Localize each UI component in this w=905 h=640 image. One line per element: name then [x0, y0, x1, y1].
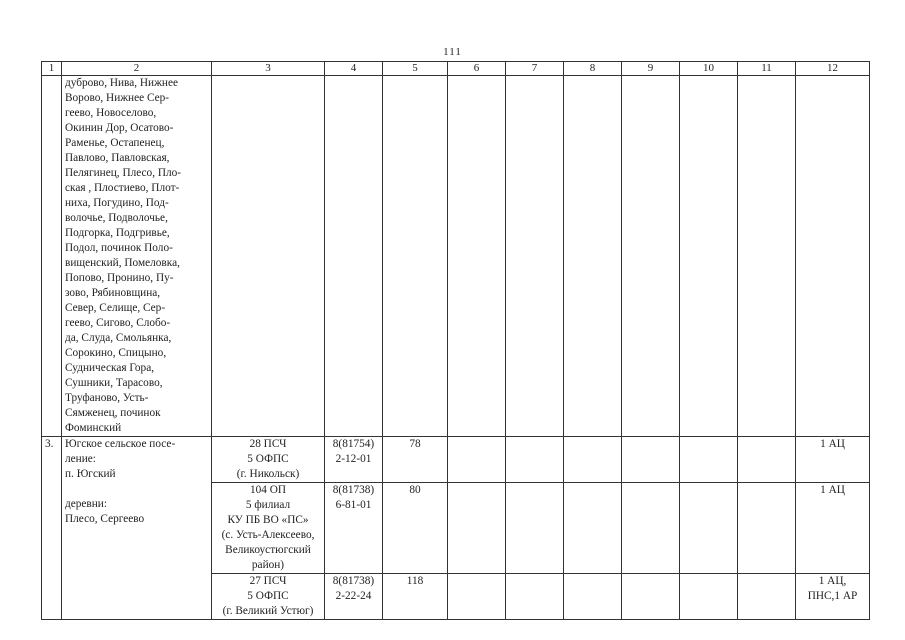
cell: [325, 76, 383, 437]
distance-cell: 118: [383, 574, 448, 620]
cell: [738, 574, 796, 620]
cell: [506, 76, 564, 437]
cell: [738, 483, 796, 574]
equipment-cell: [796, 437, 870, 483]
text-line: Подол, починок Поло-: [65, 242, 173, 254]
text-line: Раменье, Остапенец,: [65, 137, 165, 149]
text-line: вищенский, Помеловка,: [65, 257, 180, 269]
cell: [448, 437, 506, 483]
text-line: 5 ОФПС: [247, 453, 289, 465]
text-line: 1 АЦ: [820, 484, 845, 496]
header-cell: 8: [564, 62, 622, 76]
unit-cell: [212, 483, 325, 574]
table-row-continuation: [42, 76, 870, 437]
text-line: 5 филиал: [245, 499, 291, 511]
phone-cell: [325, 574, 383, 620]
cell: [448, 574, 506, 620]
header-row: [42, 62, 870, 76]
cell: [383, 76, 448, 437]
text-line: 2-22-24: [335, 590, 372, 602]
text-line: Плесо, Сергеево: [65, 513, 145, 525]
text-line: 28 ПСЧ: [249, 438, 287, 450]
header-cell: 1: [42, 62, 62, 76]
cell: [796, 76, 870, 437]
header-cell: 3: [212, 62, 325, 76]
header-cell: 9: [622, 62, 680, 76]
text-line: 8(81738): [332, 575, 375, 587]
header-cell: 5: [383, 62, 448, 76]
cell: [506, 437, 564, 483]
text-line: геево, Новоселово,: [65, 107, 157, 119]
header-cell: 12: [796, 62, 870, 76]
settlement-cell: [62, 437, 212, 620]
cell: [506, 574, 564, 620]
cell: [680, 574, 738, 620]
header-cell: 11: [738, 62, 796, 76]
cell: [448, 483, 506, 574]
cell: [622, 574, 680, 620]
text-line: ниха, Погудино, Под-: [65, 197, 169, 209]
cell: [680, 437, 738, 483]
distance-cell: 80: [383, 483, 448, 574]
text-line: да, Слуда, Смольянка,: [65, 332, 172, 344]
cell: [738, 76, 796, 437]
text-line: Пелягинец, Плесо, Пло-: [65, 167, 182, 179]
text-line: Великоустюгский: [225, 544, 311, 556]
text-line: 1 АЦ,: [818, 575, 847, 587]
phone-cell: [325, 483, 383, 574]
cell: [506, 483, 564, 574]
cell: [564, 76, 622, 437]
text-line: Сорокино, Спицыно,: [65, 347, 167, 359]
text-line: (г. Никольск): [236, 468, 300, 480]
text-line: 27 ПСЧ: [249, 575, 287, 587]
text-line: Подгорка, Подгривье,: [65, 227, 170, 239]
cell: [622, 76, 680, 437]
text-line: Попово, Пронино, Пу-: [65, 272, 174, 284]
row-number-cell: 3.: [42, 437, 62, 620]
header-cell: 4: [325, 62, 383, 76]
text-line: Север, Селище, Сер-: [65, 302, 166, 314]
cell: [622, 437, 680, 483]
text-line: Павлово, Павловская,: [65, 152, 170, 164]
text-line: дуброво, Нива, Нижнее: [65, 77, 178, 89]
cell: [564, 437, 622, 483]
text-line: Сямженец, починок: [65, 407, 161, 419]
text-line: Сушники, Тарасово,: [65, 377, 163, 389]
text-line: (г. Великий Устюг): [222, 605, 314, 617]
document-table: [41, 61, 870, 620]
text-line: зово, Рябиновщина,: [65, 287, 161, 299]
text-line: 8(81754): [332, 438, 375, 450]
cell: [680, 76, 738, 437]
text-line: геево, Сигово, Слобо-: [65, 317, 171, 329]
text-line: Фоминский: [65, 422, 122, 434]
text-line: Ворово, Нижнее Сер-: [65, 92, 170, 104]
equipment-cell: [796, 574, 870, 620]
text-line: 2-12-01: [335, 453, 372, 465]
header-cell: 2: [62, 62, 212, 76]
text-line: 8(81738): [332, 484, 375, 496]
row-number-cell: [42, 76, 62, 437]
cell: [564, 483, 622, 574]
unit-cell: [212, 437, 325, 483]
text-line: ПНС,1 АР: [807, 590, 858, 602]
text-line: Труфаново, Усть-: [65, 392, 149, 404]
text-line: Югское сельское посе-: [65, 438, 176, 450]
header-cell: 10: [680, 62, 738, 76]
text-line: ская , Плостиево, Плот-: [65, 182, 180, 194]
cell: [564, 574, 622, 620]
text-line: 5 ОФПС: [247, 590, 289, 602]
text-line: п. Югский: [65, 468, 116, 480]
text-line: район): [251, 559, 285, 571]
text-line: волочье, Подволочье,: [65, 212, 168, 224]
text-line: 1 АЦ: [820, 438, 845, 450]
text-line: деревни:: [65, 498, 107, 510]
distance-cell: 78: [383, 437, 448, 483]
text-line: 6-81-01: [335, 499, 372, 511]
table-row-3: [42, 437, 870, 483]
text-line: ление:: [65, 453, 96, 465]
cell: [738, 437, 796, 483]
cell: [212, 76, 325, 437]
unit-cell: [212, 574, 325, 620]
text-line: 104 ОП: [249, 484, 287, 496]
cell: [680, 483, 738, 574]
text-line: Окинин Дор, Осатово-: [65, 122, 174, 134]
header-cell: 6: [448, 62, 506, 76]
equipment-cell: [796, 483, 870, 574]
text-line: (с. Усть-Алексеево,: [221, 529, 315, 541]
phone-cell: [325, 437, 383, 483]
page-number: 111: [443, 46, 462, 58]
text-line: КУ ПБ ВО «ПС»: [227, 514, 309, 526]
cell: [622, 483, 680, 574]
cell: [448, 76, 506, 437]
header-cell: 7: [506, 62, 564, 76]
settlements-cell: [62, 76, 212, 437]
text-line: Судническая Гора,: [65, 362, 155, 374]
